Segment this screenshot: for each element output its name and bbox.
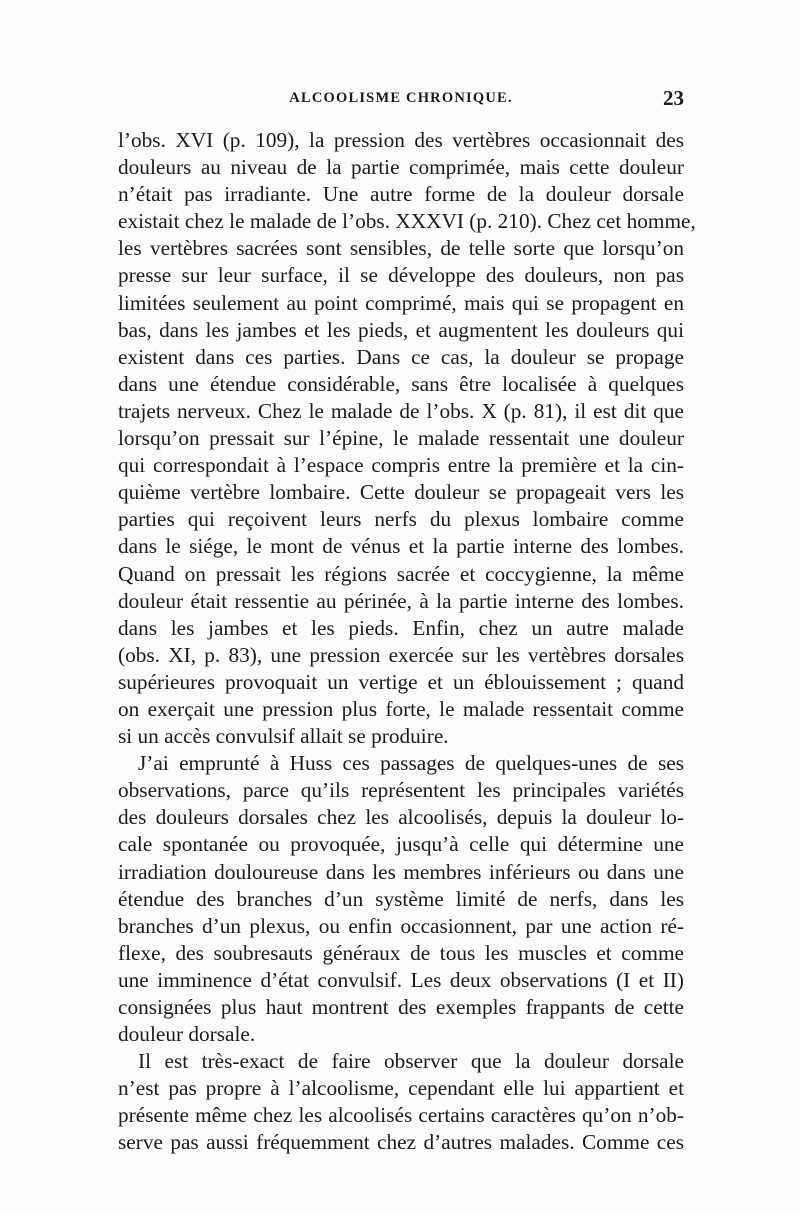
paragraph-end-line: douleur dorsale.	[118, 1022, 256, 1047]
text-line: serve pas aussi fréquemment chez d’autres malades. Comme ces	[118, 1130, 684, 1155]
text-line: l’obs. XVI (p. 109), la pression des vertèbres occasionnait des	[118, 128, 684, 152]
page-header	[118, 86, 684, 116]
text-line: douleur était ressentie au périnée, à la partie interne des lombes.	[118, 588, 684, 613]
text-line: flexe, des soubresauts généraux de tous les muscles et comme	[118, 940, 684, 965]
text-line: consignées plus haut montrent des exemples frappants de cette	[118, 995, 684, 1019]
text-line: qui correspondait à l’espace compris entre la première et la cin-	[118, 453, 684, 478]
running-head: ALCOOLISME CHRONIQUE.	[289, 90, 513, 106]
text-line: irradiation douloureuse dans les membres inférieurs ou dans une	[118, 859, 684, 884]
text-line: limitées seulement au point comprimé, mais qui se propagent en	[118, 290, 684, 315]
text-line: bas, dans les jambes et les pieds, et augmentent les douleurs qui	[118, 317, 684, 342]
text-line: les vertèbres sacrées sont sensibles, de telle sorte que lorsqu’on	[118, 236, 684, 261]
text-line: existait chez le malade de l’obs. XXXVI (p. 210). Chez cet homme,	[118, 209, 696, 234]
text-line: dans le siége, le mont de vénus et la partie interne des lombes.	[118, 534, 684, 559]
text-line: des douleurs dorsales chez les alcoolisés, depuis la douleur lo-	[118, 805, 684, 830]
page-number: 23	[663, 86, 684, 110]
text-line: présente même chez les alcoolisés certains caractères qu’on n’ob-	[118, 1103, 684, 1128]
text-line: Quand on pressait les régions sacrée et coccygienne, la même	[118, 561, 684, 586]
text-line: étendue des branches d’un système limité de nerfs, dans les	[118, 886, 684, 911]
text-line: une imminence d’état convulsif. Les deux observations (I et II)	[118, 967, 684, 992]
text-line: dans une étendue considérable, sans être localisée à quelques	[118, 371, 684, 396]
text-line: n’était pas irradiante. Une autre forme de la douleur dorsale	[118, 182, 684, 207]
text-line: cale spontanée ou provoquée, jusqu’à celle qui détermine une	[118, 832, 684, 857]
text-line: supérieures provoquait un vertige et un éblouissement ; quand	[118, 669, 684, 694]
text-line: on exerçait une pression plus forte, le malade ressentait comme	[118, 696, 684, 721]
text-line: n’est pas propre à l’alcoolisme, cependant elle lui appartient et	[118, 1076, 684, 1101]
text-line: presse sur leur surface, il se développe des douleurs, non pas	[118, 263, 684, 288]
text-line: trajets nerveux. Chez le malade de l’obs. X (p. 81), il est dit que	[118, 398, 684, 423]
paragraph-start-line: Il est très-exact de faire observer que la douleur dorsale	[138, 1049, 684, 1074]
text-line: existent dans ces parties. Dans ce cas, la douleur se propage	[118, 344, 684, 369]
text-line: (obs. XI, p. 83), une pression exercée sur les vertèbres dorsales	[118, 642, 684, 667]
text-line: douleurs au niveau de la partie comprimée, mais cette douleur	[118, 155, 684, 180]
body-text	[118, 127, 696, 1157]
paragraph-end-line: si un accès convulsif allait se produire.	[118, 724, 449, 749]
text-line: quième vertèbre lombaire. Cette douleur se propageait vers les	[118, 480, 684, 505]
text-line: observations, parce qu’ils représentent les principales variétés	[118, 778, 684, 803]
text-line: lorsqu’on pressait sur l’épine, le malade ressentait une douleur	[118, 426, 684, 451]
paragraph-start-line: J’ai emprunté à Huss ces passages de quelques-unes de ses	[138, 751, 684, 776]
text-line: branches d’un plexus, ou enfin occasionnent, par une action ré-	[118, 913, 684, 938]
text-line: parties qui reçoivent leurs nerfs du plexus lombaire comme	[118, 507, 684, 532]
text-line: dans les jambes et les pieds. Enfin, chez un autre malade	[118, 615, 684, 640]
